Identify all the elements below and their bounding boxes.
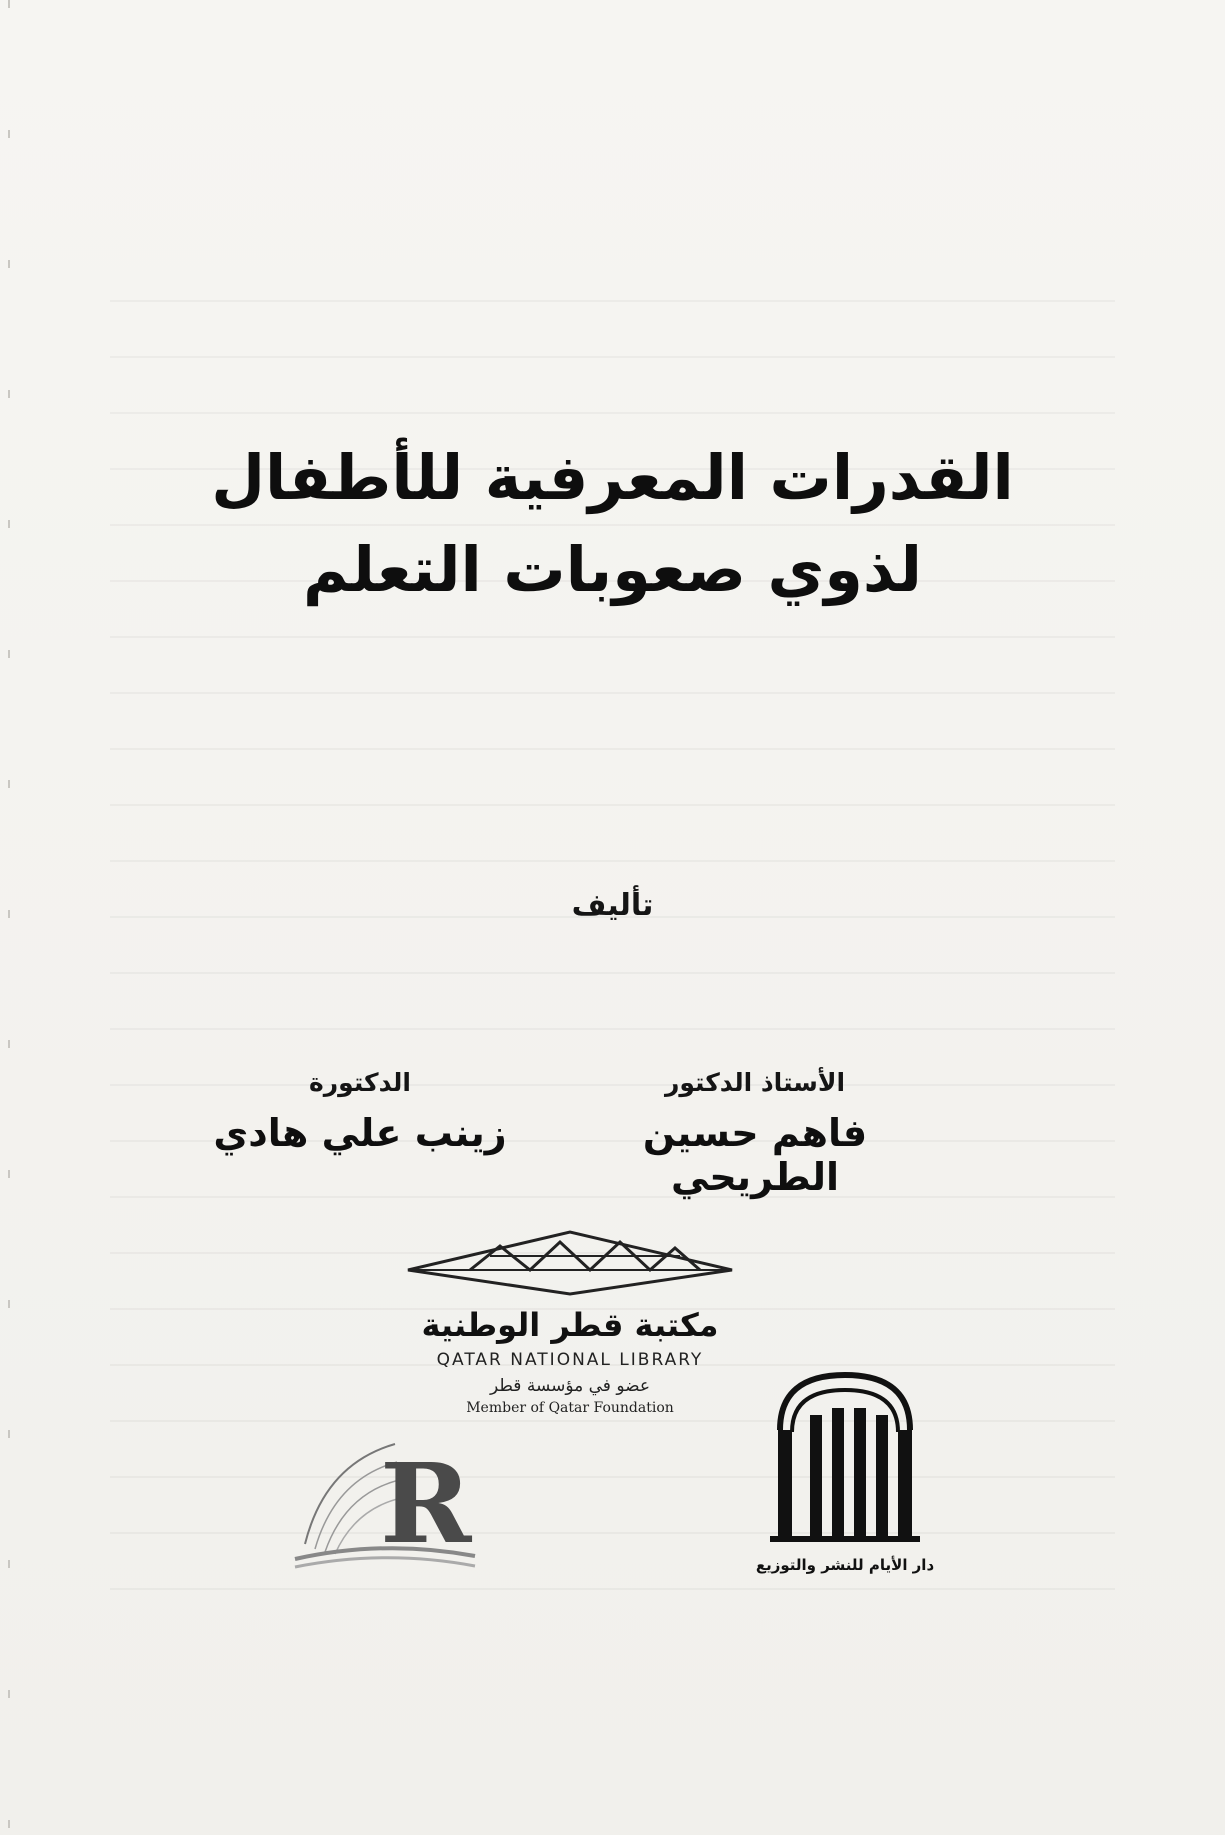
publisher-tagline: دار الأيام للنشر والتوزيع bbox=[755, 1556, 935, 1574]
authored-by-label: تأليف bbox=[571, 888, 654, 923]
dar-al-ayyam-publisher-logo bbox=[730, 1360, 960, 1575]
author-role: الأستاذ الدكتور bbox=[664, 1068, 846, 1097]
library-emblem-icon bbox=[400, 1228, 740, 1300]
author-name: زينب علي هادي bbox=[213, 1111, 507, 1155]
rayaheen-library-logo-icon bbox=[285, 1424, 485, 1574]
author-name: فاهم حسين الطريحي bbox=[642, 1111, 868, 1199]
author-role: الدكتورة bbox=[309, 1068, 411, 1097]
svg-text:R: R bbox=[380, 1439, 472, 1568]
library-member-english: Member of Qatar Foundation bbox=[466, 1400, 674, 1416]
title-line-1: القدرات المعرفية للأطفال bbox=[211, 441, 1014, 514]
publisher-emblem-icon bbox=[730, 1360, 960, 1550]
library-member-arabic: عضو في مؤسسة قطر bbox=[489, 1376, 651, 1396]
author-primary bbox=[590, 1068, 920, 1199]
book-title bbox=[120, 432, 1105, 616]
title-line-2: لذوي صعوبات التعلم bbox=[302, 533, 923, 606]
qatar-national-library-stamp bbox=[400, 1228, 740, 1416]
library-name-arabic: مكتبة قطر الوطنية bbox=[421, 1306, 719, 1344]
library-name-english: QATAR NATIONAL LIBRARY bbox=[436, 1350, 704, 1370]
author-secondary bbox=[210, 1068, 510, 1155]
